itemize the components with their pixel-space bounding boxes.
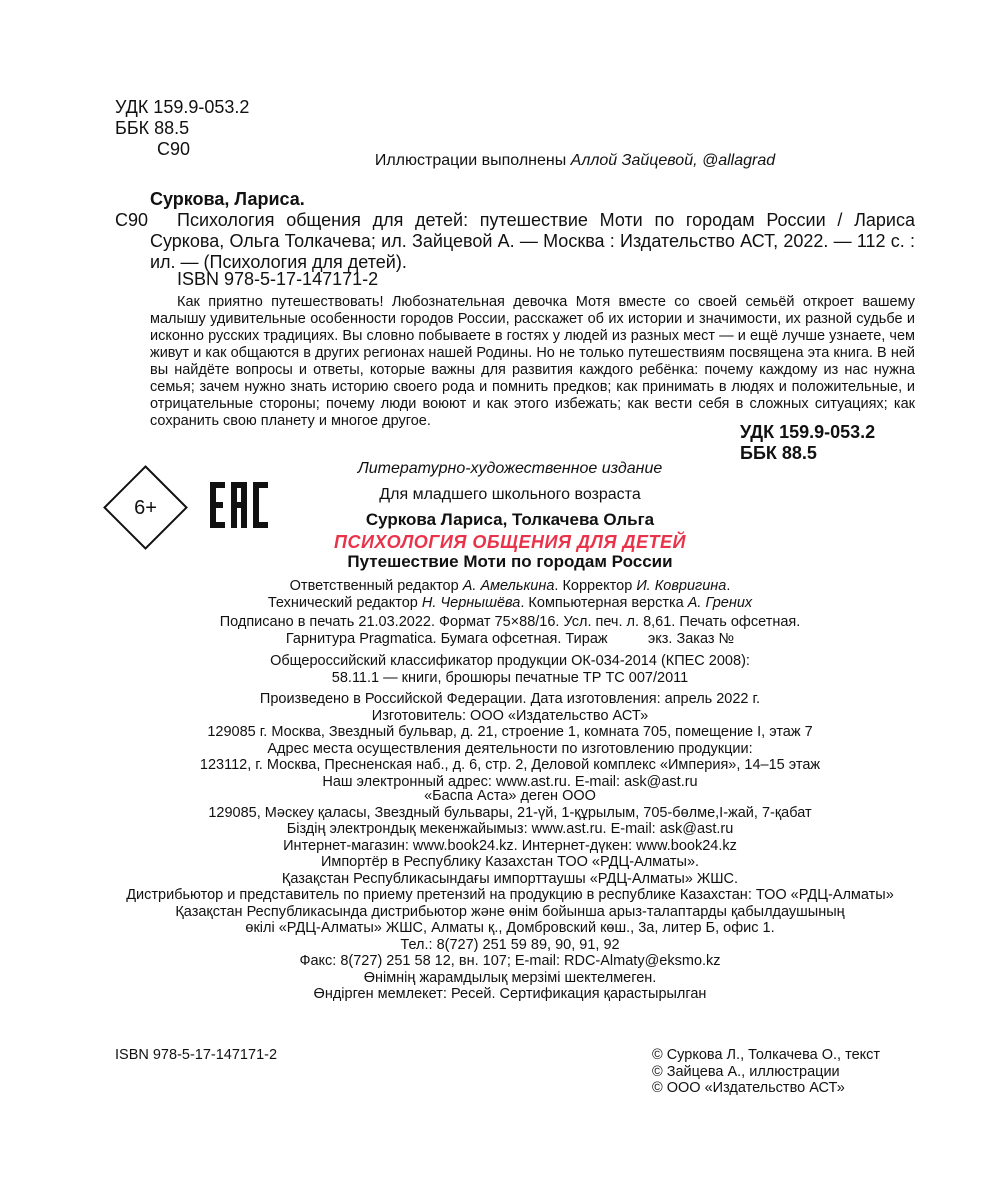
kz-line: Өнімнің жарамдылық мерзімі шектелмеген. [363,969,657,986]
kz-line: Интернет-магазин: www.book24.kz. Интернет-дүкен: www.book24.kz [283,837,737,854]
kazakhstan-block [100,788,920,1003]
age-rating-badge [103,465,188,550]
classifier-block [100,653,920,686]
kz-line: 129085, Мәскеу қаласы, Звездный бульвары, 21-үй, 1-құрылым, 705-бөлме,I-жай, 7-қабат [208,804,812,821]
udk-code-right: УДК 159.9-053.2 [740,422,876,442]
bbk-code: ББК 88.5 [115,118,190,138]
editor-punct: . [726,578,731,594]
production-line: Адрес места осуществления деятельности по изготовлению продукции: [267,740,753,757]
kz-line: Өндірген мемлекет: Ресей. Сертификация қарастырылган [313,986,707,1002]
print-info-line: Подписано в печать 21.03.2022. Формат 75×88/16. Усл. печ. л. 8,61. Печать офсетная. [219,614,801,630]
kz-line: «Баспа Аста» деген ООО [424,788,596,804]
editor-role: . Корректор [554,578,637,594]
print-info-block [100,614,920,647]
kz-line: Тел.: 8(727) 251 59 89, 90, 91, 92 [400,936,620,953]
editors-line [100,578,920,595]
author-heading: Суркова, Лариса. [150,189,305,209]
production-line: Изготовитель: ООО «Издательство АСТ» [371,707,649,724]
authors: Суркова Лариса, Толкачева Ольга [365,510,655,529]
editor-role: Технический редактор [267,594,422,611]
production-line: Наш электронный адрес: www.ast.ru. E-mail: ask@ast.ru [322,773,698,790]
kz-line: Факс: 8(727) 251 58 12, вн. 107; E-mail: RDC-Almaty@eksmo.kz [299,953,721,969]
production-line: Произведено в Российской Федерации. Дата изготовления: апрель 2022 г. [259,691,761,707]
illustrator-name: Аллой Зайцевой, @allagrad [570,152,776,169]
udk-top-block [115,97,249,160]
editors-block [100,578,920,611]
isbn-bottom: ISBN 978-5-17-147171-2 [115,1047,278,1063]
kz-line: Біздің электрондық мекенжайымыз: www.ast.ru. E-mail: ask@ast.ru [286,821,734,837]
kz-line: Қазақстан Республикасындағы импорттаушы «РДЦ-Алматы» ЖШС. [281,870,739,887]
kz-line: өкілі «РДЦ-Алматы» ЖШС, Алматы қ., Домбровский көш., 3а, литер Б, офис 1. [245,920,775,936]
editor-role: . Компьютерная верстка [520,594,688,611]
kz-line: Импортёр в Республику Казахстан ТОО «РДЦ-Алматы». [320,854,700,870]
production-block [100,691,920,790]
editors-line [100,595,920,612]
author-mark-margin: С90 [115,210,149,230]
editor-name: Н. Чернышёва [421,594,521,611]
book-title: ПСИХОЛОГИЯ ОБЩЕНИЯ ДЛЯ ДЕТЕЙ [334,532,686,552]
bbk-code-right: ББК 88.5 [740,443,817,463]
illustrations-prefix: Иллюстрации выполнены [374,152,571,169]
illustrations-credit [0,152,1000,170]
copyright-line: © Суркова Л., Толкачева О., текст [652,1047,881,1063]
editor-name: А. Амелькина [462,578,555,594]
edition-type: Литературно-художественное издание [357,460,663,477]
bibliographic-record: Психология общения для детей: путешествие Моти по городам России / Лариса Суркова, Ольга Толкачева; ил. Зайцевой А. — Москва : Издательство АСТ, 2022. — 112 с. : ил. — (Психология для детей). [150,210,915,272]
copyright-line: © ООО «Издательство АСТ» [652,1080,845,1096]
kz-line: Дистрибьютор и представитель по приему претензий на продукцию в республике Казахстан: ТОО «РДЦ-Алматы» [126,887,894,903]
annotation: Как приятно путешествовать! Любознательная девочка Мотя вместе со своей семьёй откроет вашему малышу удивительные особенности городов России, расскажет об их истории и значимости, их разной судьбе и исконно русских традициях. Вы словно побываете в гостях у людей из разных мест — и ещё лучше узнаете, чем живут и как общаются в других регионах нашей Родины. Но не только путешествиям посвящена эта книга. В ней вы найдёте вопросы и ответы, которые важны для развития каждого ребёнка: почему каждому из нас нужна семья; зачем нужно знать историю своего рода и помнить предков; как принимать в людях и положительные, и отрицательные стороны; почему люди воюют и как этого избежать; как вести себя в сложных ситуациях; как сохранить свою планету и многое другое. [150,294,915,429]
classifier-line: 58.11.1 — книги, брошюры печатные ТР ТС 007/2011 [331,669,689,686]
print-info-line: Гарнитура Pragmatica. Бумага офсетная. Тираж экз. Заказ № [285,630,735,647]
kz-line: Қазақстан Республикасында дистрибьютор және өнім бойынша арыз-талаптарды қабылдаушының [175,903,845,920]
editor-name: И. Ковригина [636,578,727,594]
age-rating-text: 6+ [134,497,157,519]
book-subtitle: Путешествие Моти по городам России [347,552,673,571]
author-mark: С90 [157,139,191,159]
editor-role: Ответственный редактор [289,578,463,594]
isbn-record: ISBN 978-5-17-147171-2 [177,269,379,289]
classifier-line: Общероссийский классификатор продукции ОК-034-2014 (КПЕС 2008): [270,653,750,669]
udk-right-block [740,422,875,464]
editor-name: А. Грених [687,594,753,611]
copyright-line: © Зайцева А., иллюстрации [652,1063,840,1080]
production-line: 129085 г. Москва, Звездный бульвар, д. 21, строение 1, комната 705, помещение I, этаж 7 [207,724,813,740]
udk-code: УДК 159.9-053.2 [115,97,250,117]
production-line: 123112, г. Москва, Пресненская наб., д. 6, стр. 2, Деловой комплекс «Империя», 14–15 этаж [199,757,821,773]
audience: Для младшего школьного возраста [379,486,641,503]
copyrights-block [652,1047,880,1097]
